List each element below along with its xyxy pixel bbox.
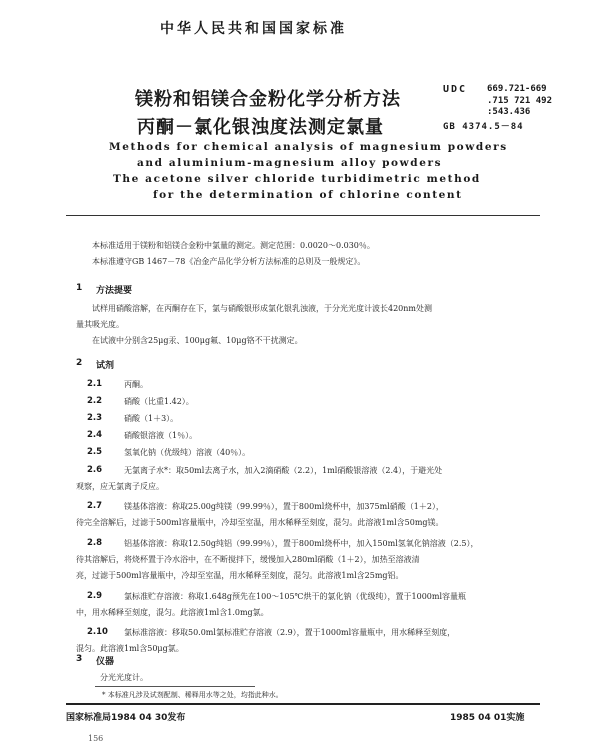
section-number: 1 xyxy=(76,283,83,293)
item-number: 2.8 xyxy=(87,538,103,548)
item-number: 2.5 xyxy=(87,447,103,457)
item-text: 待完全溶解后，过滤于500ml容量瓶中，冷却至室温，用水稀释至刻度，混匀。此溶液1ml含50mg镁。 xyxy=(76,518,444,527)
section-number: 3 xyxy=(76,654,83,664)
gb-standard-number: GB 4374.5－84 xyxy=(443,122,524,132)
footer-divider xyxy=(66,703,540,705)
intro-paragraph: 本标准遵守GB 1467－78《冶金产品化学分析方法标准的总则及一般规定》。 xyxy=(92,257,366,266)
item-text: 硝酸（1＋3）。 xyxy=(124,414,179,423)
item-number: 2.3 xyxy=(87,413,103,423)
section-title: 方法提要 xyxy=(96,286,133,296)
item-text: 铝基体溶液：称取12.50g纯铝（99.99％），置于800ml烧杯中，加入150ml氢氧化钠溶液（2.5）， xyxy=(124,539,479,548)
issued-date: 国家标准局1984 04 30发布 xyxy=(66,713,186,723)
footnote-rule xyxy=(95,686,255,687)
page-number: 156 xyxy=(88,734,104,743)
section-paragraph: 试样用硝酸溶解，在丙酮存在下，氯与硝酸银形成氯化银乳浊液，于分光光度计波长420nm处测 xyxy=(92,304,433,313)
item-text: 氯标准贮存溶液：称取1.648g预先在100～105℃烘干的氯化钠（优级纯），置于1000ml容量瓶 xyxy=(124,592,467,601)
item-number: 2.9 xyxy=(87,591,103,601)
footnote: * 本标准凡涉及试剂配制、稀释用水等之处，均指此种水。 xyxy=(102,691,283,699)
item-text: 混匀。此溶液1ml含50μg氯。 xyxy=(76,644,184,653)
title-cn-line2: 丙酮－氯化银浊度法测定氯量 xyxy=(137,117,384,138)
udc-code: :543.436 xyxy=(487,107,531,117)
section-title: 仪器 xyxy=(96,657,115,667)
item-text: 硝酸银溶液（1％）。 xyxy=(124,431,198,440)
item-text: 氯标准溶液：移取50.0ml氯标准贮存溶液（2.9），置于1000ml容量瓶中，用水稀释至刻度， xyxy=(124,628,456,637)
item-text: 观察，应无氯离子反应。 xyxy=(76,482,164,491)
item-number: 2.2 xyxy=(87,396,103,406)
udc-label: UDC xyxy=(443,84,468,95)
title-cn-line1: 镁粉和铝镁合金粉化学分析方法 xyxy=(135,89,401,110)
item-text: 氢氧化钠（优级纯）溶液（40％）。 xyxy=(124,448,251,457)
item-number: 2.7 xyxy=(87,501,103,511)
title-en-line: and aluminium-magnesium alloy powders xyxy=(137,157,443,169)
item-text: 硝酸（比重1.42）。 xyxy=(124,397,194,406)
item-text: 镁基体溶液：称取25.00g纯镁（99.99％），置于800ml烧杯中，加375ml硝酸（1＋2）， xyxy=(124,502,444,511)
udc-code: 669.721-669 xyxy=(487,84,547,94)
title-en-line: for the determination of chlorine content xyxy=(153,189,463,201)
item-text: 丙酮。 xyxy=(124,380,148,389)
item-number: 2.6 xyxy=(87,465,103,475)
item-text: 中，用水稀释至刻度，混匀。此溶液1ml含1.0mg氯。 xyxy=(76,608,269,617)
item-text: 亮，过滤于500ml容量瓶中，冷却至室温，用水稀释至刻度，混匀。此溶液1ml含25mg铝。 xyxy=(76,571,404,580)
national-standard-label: 中华人民共和国国家标准 xyxy=(160,21,347,37)
section-paragraph: 分光光度计。 xyxy=(100,673,148,682)
section-title: 试剂 xyxy=(96,361,115,371)
implemented-date: 1985 04 01实施 xyxy=(450,713,525,723)
udc-code: .715 721 492 xyxy=(487,96,553,106)
header-divider xyxy=(66,215,540,216)
intro-paragraph: 本标准适用于镁粉和铝镁合金粉中氯量的测定。测定范围：0.0020～0.030％。 xyxy=(92,241,375,250)
item-number: 2.4 xyxy=(87,430,103,440)
section-paragraph: 量其吸光度。 xyxy=(76,320,124,329)
item-text: 无氯离子水*：取50ml去离子水，加入2滴硝酸（2.2），1ml硝酸银溶液（2.4），于避光处 xyxy=(124,466,443,475)
item-number: 2.10 xyxy=(87,627,108,637)
title-en-line: Methods for chemical analysis of magnesium powders xyxy=(109,141,508,153)
item-text: 待其溶解后，将烧杯置于冷水浴中，在不断搅拌下，缓慢加入280ml硝酸（1＋2），加热至溶液清 xyxy=(76,555,420,564)
title-en-line: The acetone silver chloride turbidimetric method xyxy=(113,173,481,185)
item-number: 2.1 xyxy=(87,379,103,389)
section-paragraph: 在试液中分别含25μg汞、100μg氟、10μg铬不干扰测定。 xyxy=(92,336,303,345)
section-number: 2 xyxy=(76,358,83,368)
